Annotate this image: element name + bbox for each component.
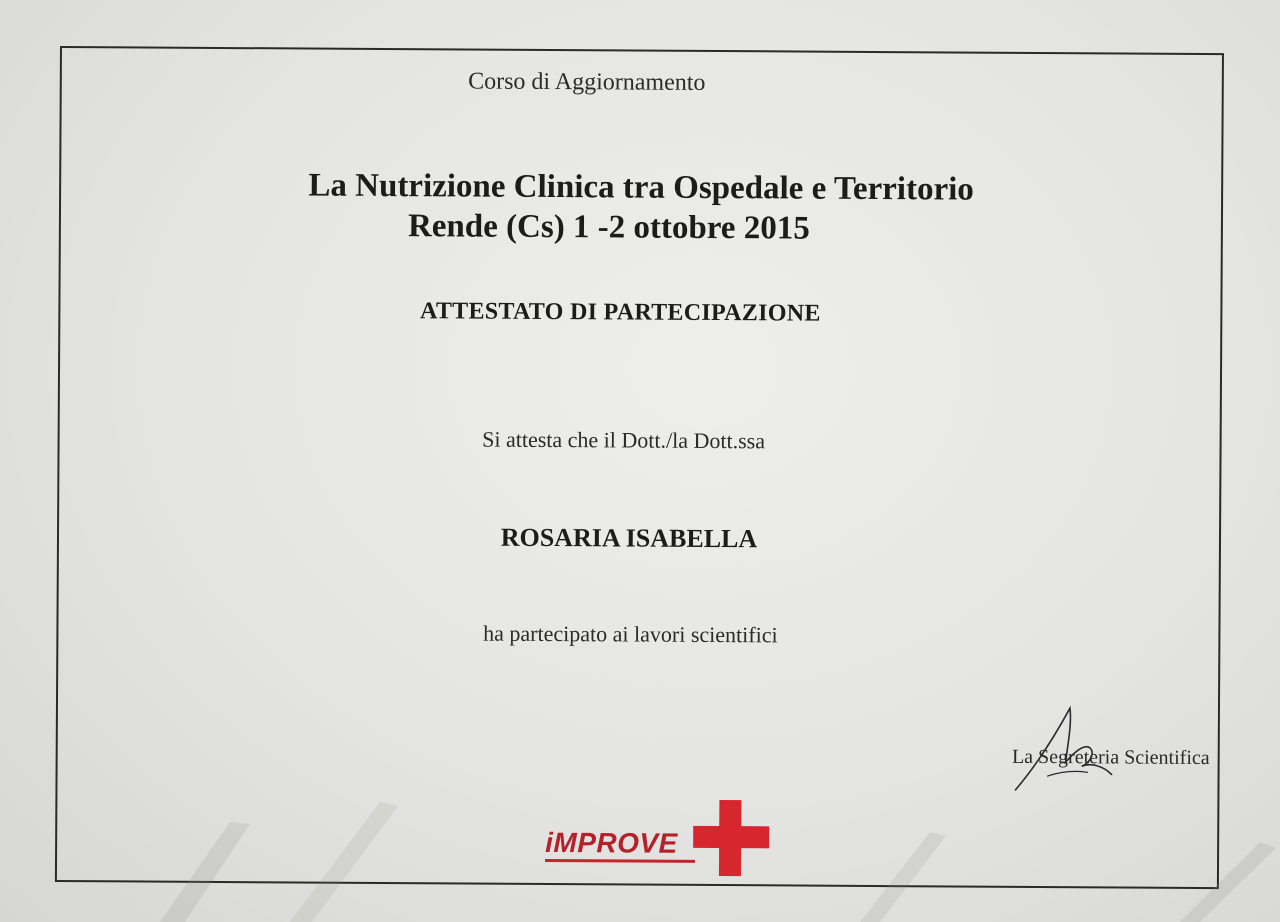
attestation-intro: Si attesta che il Dott./la Dott.ssa <box>482 426 766 454</box>
logo-wordmark: iMPROVE <box>545 826 678 859</box>
course-label: Corso di Aggiornamento <box>468 68 706 96</box>
participant-name: ROSARIA ISABELLA <box>500 522 758 554</box>
scientific-secretariat-label: La Segreteria Scientifica <box>1011 745 1210 770</box>
certificate-heading: ATTESTATO DI PARTECIPAZIONE <box>419 298 821 327</box>
red-cross-icon <box>693 800 769 876</box>
certificate-border <box>55 46 1224 889</box>
participation-statement: ha partecipato ai lavori scientifici <box>483 620 778 648</box>
improve-logo <box>545 799 785 880</box>
course-location-date: Rende (Cs) 1 -2 ottobre 2015 <box>407 208 810 247</box>
logo-underline <box>545 859 695 863</box>
course-title: La Nutrizione Clinica tra Ospedale e Territorio <box>308 167 974 208</box>
